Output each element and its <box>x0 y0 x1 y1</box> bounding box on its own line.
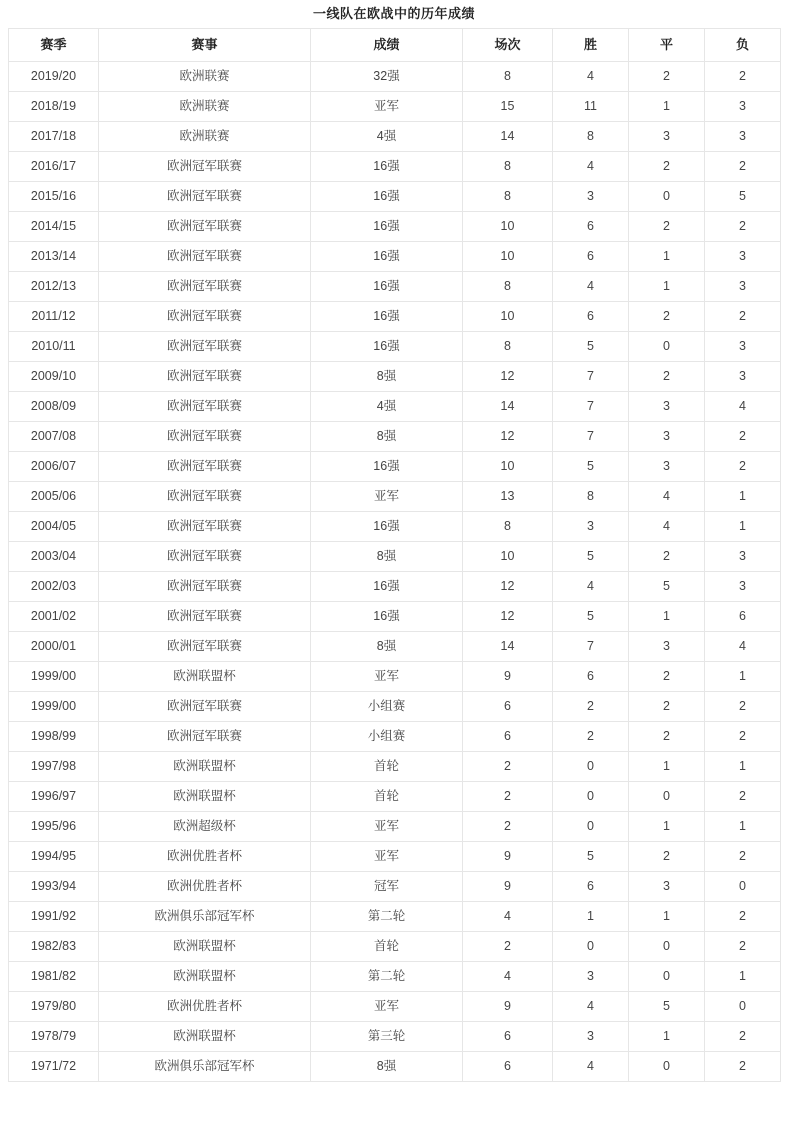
cell-lost: 2 <box>705 302 781 332</box>
cell-drawn: 2 <box>629 212 705 242</box>
table-row <box>9 992 781 1022</box>
column-header-drawn: 平 <box>629 29 705 62</box>
column-header-played: 场次 <box>463 29 553 62</box>
cell-season: 2008/09 <box>9 392 99 422</box>
cell-played: 14 <box>463 632 553 662</box>
cell-drawn: 0 <box>629 1052 705 1082</box>
table-row <box>9 542 781 572</box>
cell-season: 2013/14 <box>9 242 99 272</box>
cell-competition: 欧洲联盟杯 <box>99 932 311 962</box>
table-row <box>9 92 781 122</box>
table-body <box>9 62 781 1082</box>
cell-drawn: 5 <box>629 992 705 1022</box>
cell-lost: 4 <box>705 632 781 662</box>
cell-won: 4 <box>553 1052 629 1082</box>
cell-drawn: 4 <box>629 482 705 512</box>
cell-season: 2003/04 <box>9 542 99 572</box>
table-row <box>9 62 781 92</box>
column-header-season: 赛季 <box>9 29 99 62</box>
cell-result: 32强 <box>311 62 463 92</box>
cell-season: 1991/92 <box>9 902 99 932</box>
cell-competition: 欧洲联盟杯 <box>99 662 311 692</box>
cell-won: 7 <box>553 422 629 452</box>
cell-played: 13 <box>463 482 553 512</box>
cell-competition: 欧洲冠军联赛 <box>99 392 311 422</box>
cell-competition: 欧洲联盟杯 <box>99 782 311 812</box>
cell-won: 4 <box>553 572 629 602</box>
cell-result: 亚军 <box>311 482 463 512</box>
table-row <box>9 692 781 722</box>
cell-result: 亚军 <box>311 92 463 122</box>
cell-competition: 欧洲联盟杯 <box>99 1022 311 1052</box>
cell-played: 12 <box>463 362 553 392</box>
cell-drawn: 2 <box>629 542 705 572</box>
table-row <box>9 632 781 662</box>
cell-drawn: 3 <box>629 632 705 662</box>
cell-drawn: 3 <box>629 422 705 452</box>
cell-drawn: 0 <box>629 962 705 992</box>
table-row <box>9 962 781 992</box>
table-row <box>9 932 781 962</box>
cell-lost: 3 <box>705 92 781 122</box>
cell-played: 4 <box>463 902 553 932</box>
cell-lost: 2 <box>705 212 781 242</box>
cell-played: 9 <box>463 842 553 872</box>
cell-result: 16强 <box>311 452 463 482</box>
cell-won: 0 <box>553 812 629 842</box>
cell-played: 8 <box>463 182 553 212</box>
cell-lost: 3 <box>705 122 781 152</box>
cell-competition: 欧洲冠军联赛 <box>99 722 311 752</box>
cell-season: 2011/12 <box>9 302 99 332</box>
cell-season: 1979/80 <box>9 992 99 1022</box>
cell-drawn: 1 <box>629 752 705 782</box>
cell-played: 10 <box>463 302 553 332</box>
cell-played: 9 <box>463 872 553 902</box>
cell-result: 16强 <box>311 212 463 242</box>
cell-drawn: 0 <box>629 332 705 362</box>
cell-result: 亚军 <box>311 662 463 692</box>
cell-won: 5 <box>553 332 629 362</box>
cell-played: 10 <box>463 212 553 242</box>
cell-lost: 2 <box>705 1022 781 1052</box>
cell-won: 6 <box>553 662 629 692</box>
cell-result: 16强 <box>311 272 463 302</box>
cell-season: 2017/18 <box>9 122 99 152</box>
cell-competition: 欧洲冠军联赛 <box>99 152 311 182</box>
table-row <box>9 512 781 542</box>
cell-season: 1995/96 <box>9 812 99 842</box>
cell-played: 12 <box>463 602 553 632</box>
cell-played: 2 <box>463 932 553 962</box>
cell-won: 0 <box>553 782 629 812</box>
cell-result: 亚军 <box>311 842 463 872</box>
cell-won: 6 <box>553 242 629 272</box>
cell-won: 3 <box>553 962 629 992</box>
cell-season: 1998/99 <box>9 722 99 752</box>
cell-lost: 2 <box>705 692 781 722</box>
cell-won: 8 <box>553 122 629 152</box>
cell-played: 12 <box>463 572 553 602</box>
cell-season: 1993/94 <box>9 872 99 902</box>
cell-season: 2015/16 <box>9 182 99 212</box>
cell-played: 10 <box>463 452 553 482</box>
table-row <box>9 392 781 422</box>
cell-won: 6 <box>553 872 629 902</box>
cell-competition: 欧洲冠军联赛 <box>99 182 311 212</box>
cell-competition: 欧洲优胜者杯 <box>99 992 311 1022</box>
cell-won: 2 <box>553 722 629 752</box>
cell-season: 1996/97 <box>9 782 99 812</box>
cell-played: 2 <box>463 752 553 782</box>
table-row <box>9 1022 781 1052</box>
column-header-competition: 赛事 <box>99 29 311 62</box>
cell-drawn: 1 <box>629 1022 705 1052</box>
table-row <box>9 752 781 782</box>
cell-played: 6 <box>463 1022 553 1052</box>
cell-result: 首轮 <box>311 752 463 782</box>
cell-result: 16强 <box>311 182 463 212</box>
cell-played: 6 <box>463 1052 553 1082</box>
cell-played: 12 <box>463 422 553 452</box>
cell-competition: 欧洲冠军联赛 <box>99 482 311 512</box>
cell-drawn: 2 <box>629 842 705 872</box>
cell-competition: 欧洲联盟杯 <box>99 962 311 992</box>
table-header-row <box>9 29 781 62</box>
cell-result: 小组赛 <box>311 692 463 722</box>
cell-lost: 5 <box>705 182 781 212</box>
cell-competition: 欧洲冠军联赛 <box>99 452 311 482</box>
cell-competition: 欧洲冠军联赛 <box>99 302 311 332</box>
cell-result: 4强 <box>311 392 463 422</box>
cell-won: 4 <box>553 62 629 92</box>
table-row <box>9 452 781 482</box>
cell-season: 1982/83 <box>9 932 99 962</box>
cell-drawn: 2 <box>629 302 705 332</box>
table-row <box>9 332 781 362</box>
cell-lost: 1 <box>705 962 781 992</box>
cell-result: 16强 <box>311 152 463 182</box>
cell-drawn: 2 <box>629 62 705 92</box>
table-row <box>9 212 781 242</box>
cell-lost: 1 <box>705 812 781 842</box>
table-row <box>9 422 781 452</box>
cell-won: 3 <box>553 1022 629 1052</box>
cell-season: 2004/05 <box>9 512 99 542</box>
cell-season: 2014/15 <box>9 212 99 242</box>
table-row <box>9 602 781 632</box>
cell-drawn: 3 <box>629 392 705 422</box>
cell-lost: 6 <box>705 602 781 632</box>
cell-competition: 欧洲俱乐部冠军杯 <box>99 902 311 932</box>
cell-competition: 欧洲冠军联赛 <box>99 272 311 302</box>
cell-lost: 2 <box>705 152 781 182</box>
cell-drawn: 3 <box>629 122 705 152</box>
cell-played: 10 <box>463 242 553 272</box>
cell-won: 6 <box>553 302 629 332</box>
cell-won: 8 <box>553 482 629 512</box>
cell-result: 16强 <box>311 242 463 272</box>
cell-drawn: 1 <box>629 242 705 272</box>
cell-won: 4 <box>553 152 629 182</box>
cell-won: 1 <box>553 902 629 932</box>
cell-played: 2 <box>463 782 553 812</box>
cell-lost: 1 <box>705 482 781 512</box>
cell-won: 5 <box>553 602 629 632</box>
cell-won: 0 <box>553 932 629 962</box>
cell-played: 15 <box>463 92 553 122</box>
cell-drawn: 2 <box>629 362 705 392</box>
cell-drawn: 1 <box>629 272 705 302</box>
table-row <box>9 182 781 212</box>
cell-competition: 欧洲冠军联赛 <box>99 512 311 542</box>
cell-won: 7 <box>553 392 629 422</box>
cell-competition: 欧洲冠军联赛 <box>99 422 311 452</box>
cell-lost: 2 <box>705 842 781 872</box>
cell-result: 第二轮 <box>311 962 463 992</box>
table-row <box>9 362 781 392</box>
cell-result: 冠军 <box>311 872 463 902</box>
cell-competition: 欧洲俱乐部冠军杯 <box>99 1052 311 1082</box>
table-row <box>9 272 781 302</box>
cell-competition: 欧洲冠军联赛 <box>99 632 311 662</box>
cell-drawn: 0 <box>629 932 705 962</box>
cell-competition: 欧洲冠军联赛 <box>99 332 311 362</box>
cell-season: 2012/13 <box>9 272 99 302</box>
cell-lost: 4 <box>705 392 781 422</box>
cell-season: 2000/01 <box>9 632 99 662</box>
cell-played: 9 <box>463 662 553 692</box>
cell-won: 3 <box>553 512 629 542</box>
cell-drawn: 0 <box>629 182 705 212</box>
cell-drawn: 3 <box>629 872 705 902</box>
cell-won: 7 <box>553 362 629 392</box>
cell-played: 14 <box>463 122 553 152</box>
cell-result: 16强 <box>311 572 463 602</box>
cell-competition: 欧洲联盟杯 <box>99 752 311 782</box>
cell-competition: 欧洲冠军联赛 <box>99 542 311 572</box>
cell-won: 5 <box>553 452 629 482</box>
cell-competition: 欧洲优胜者杯 <box>99 872 311 902</box>
column-header-lost: 负 <box>705 29 781 62</box>
cell-competition: 欧洲联赛 <box>99 122 311 152</box>
cell-played: 6 <box>463 722 553 752</box>
cell-result: 8强 <box>311 422 463 452</box>
cell-played: 2 <box>463 812 553 842</box>
cell-season: 2007/08 <box>9 422 99 452</box>
table-row <box>9 572 781 602</box>
cell-lost: 2 <box>705 782 781 812</box>
cell-lost: 3 <box>705 572 781 602</box>
cell-season: 2005/06 <box>9 482 99 512</box>
cell-competition: 欧洲冠军联赛 <box>99 572 311 602</box>
column-header-result: 成绩 <box>311 29 463 62</box>
cell-drawn: 1 <box>629 812 705 842</box>
cell-competition: 欧洲联赛 <box>99 62 311 92</box>
table-row <box>9 662 781 692</box>
cell-played: 8 <box>463 152 553 182</box>
cell-drawn: 2 <box>629 722 705 752</box>
cell-drawn: 2 <box>629 152 705 182</box>
cell-result: 第二轮 <box>311 902 463 932</box>
page-title: 一线队在欧战中的历年成绩 <box>312 6 475 21</box>
cell-won: 5 <box>553 842 629 872</box>
cell-result: 16强 <box>311 332 463 362</box>
cell-lost: 1 <box>705 752 781 782</box>
cell-result: 4强 <box>311 122 463 152</box>
table-row <box>9 872 781 902</box>
cell-lost: 1 <box>705 512 781 542</box>
cell-won: 3 <box>553 182 629 212</box>
cell-season: 2019/20 <box>9 62 99 92</box>
cell-result: 8强 <box>311 632 463 662</box>
page-bottom-spacer <box>0 1082 788 1126</box>
cell-competition: 欧洲优胜者杯 <box>99 842 311 872</box>
cell-competition: 欧洲联赛 <box>99 92 311 122</box>
cell-won: 4 <box>553 272 629 302</box>
cell-lost: 3 <box>705 242 781 272</box>
cell-drawn: 2 <box>629 662 705 692</box>
cell-competition: 欧洲冠军联赛 <box>99 602 311 632</box>
cell-won: 5 <box>553 542 629 572</box>
cell-result: 16强 <box>311 302 463 332</box>
table-row <box>9 722 781 752</box>
cell-season: 2018/19 <box>9 92 99 122</box>
cell-result: 16强 <box>311 512 463 542</box>
cell-lost: 2 <box>705 62 781 92</box>
table-row <box>9 242 781 272</box>
table-row <box>9 122 781 152</box>
cell-season: 1999/00 <box>9 692 99 722</box>
cell-competition: 欧洲冠军联赛 <box>99 242 311 272</box>
cell-result: 第三轮 <box>311 1022 463 1052</box>
cell-result: 首轮 <box>311 782 463 812</box>
cell-lost: 3 <box>705 332 781 362</box>
cell-drawn: 2 <box>629 692 705 722</box>
cell-played: 10 <box>463 542 553 572</box>
cell-result: 亚军 <box>311 992 463 1022</box>
cell-played: 8 <box>463 332 553 362</box>
cell-drawn: 1 <box>629 602 705 632</box>
cell-played: 8 <box>463 272 553 302</box>
cell-won: 2 <box>553 692 629 722</box>
table-row <box>9 842 781 872</box>
cell-played: 8 <box>463 62 553 92</box>
table-row <box>9 152 781 182</box>
table-row <box>9 902 781 932</box>
cell-drawn: 5 <box>629 572 705 602</box>
cell-competition: 欧洲冠军联赛 <box>99 212 311 242</box>
column-header-won: 胜 <box>553 29 629 62</box>
cell-won: 11 <box>553 92 629 122</box>
european-record-table <box>8 28 781 1082</box>
cell-season: 1981/82 <box>9 962 99 992</box>
table-row <box>9 812 781 842</box>
cell-lost: 2 <box>705 1052 781 1082</box>
cell-competition: 欧洲超级杯 <box>99 812 311 842</box>
cell-result: 8强 <box>311 1052 463 1082</box>
cell-season: 2010/11 <box>9 332 99 362</box>
cell-season: 1978/79 <box>9 1022 99 1052</box>
cell-season: 2001/02 <box>9 602 99 632</box>
cell-lost: 2 <box>705 452 781 482</box>
cell-result: 8强 <box>311 542 463 572</box>
cell-result: 8强 <box>311 362 463 392</box>
cell-drawn: 3 <box>629 452 705 482</box>
cell-played: 4 <box>463 962 553 992</box>
table-row <box>9 1052 781 1082</box>
cell-drawn: 1 <box>629 902 705 932</box>
cell-season: 1994/95 <box>9 842 99 872</box>
cell-competition: 欧洲冠军联赛 <box>99 692 311 722</box>
cell-drawn: 1 <box>629 92 705 122</box>
cell-competition: 欧洲冠军联赛 <box>99 362 311 392</box>
cell-won: 0 <box>553 752 629 782</box>
cell-season: 1999/00 <box>9 662 99 692</box>
table-row <box>9 302 781 332</box>
cell-lost: 0 <box>705 992 781 1022</box>
table-header <box>9 29 781 62</box>
cell-drawn: 4 <box>629 512 705 542</box>
cell-result: 首轮 <box>311 932 463 962</box>
cell-season: 2002/03 <box>9 572 99 602</box>
cell-result: 小组赛 <box>311 722 463 752</box>
cell-played: 14 <box>463 392 553 422</box>
cell-season: 2009/10 <box>9 362 99 392</box>
cell-lost: 2 <box>705 902 781 932</box>
cell-lost: 2 <box>705 722 781 752</box>
cell-won: 7 <box>553 632 629 662</box>
cell-lost: 2 <box>705 932 781 962</box>
cell-drawn: 0 <box>629 782 705 812</box>
cell-lost: 3 <box>705 542 781 572</box>
cell-result: 16强 <box>311 602 463 632</box>
cell-won: 6 <box>553 212 629 242</box>
cell-lost: 3 <box>705 272 781 302</box>
cell-season: 2006/07 <box>9 452 99 482</box>
cell-season: 2016/17 <box>9 152 99 182</box>
cell-lost: 0 <box>705 872 781 902</box>
cell-season: 1997/98 <box>9 752 99 782</box>
table-row <box>9 482 781 512</box>
cell-season: 1971/72 <box>9 1052 99 1082</box>
cell-lost: 2 <box>705 422 781 452</box>
cell-result: 亚军 <box>311 812 463 842</box>
cell-played: 9 <box>463 992 553 1022</box>
cell-lost: 3 <box>705 362 781 392</box>
cell-played: 8 <box>463 512 553 542</box>
cell-won: 4 <box>553 992 629 1022</box>
cell-played: 6 <box>463 692 553 722</box>
table-row <box>9 782 781 812</box>
cell-lost: 1 <box>705 662 781 692</box>
